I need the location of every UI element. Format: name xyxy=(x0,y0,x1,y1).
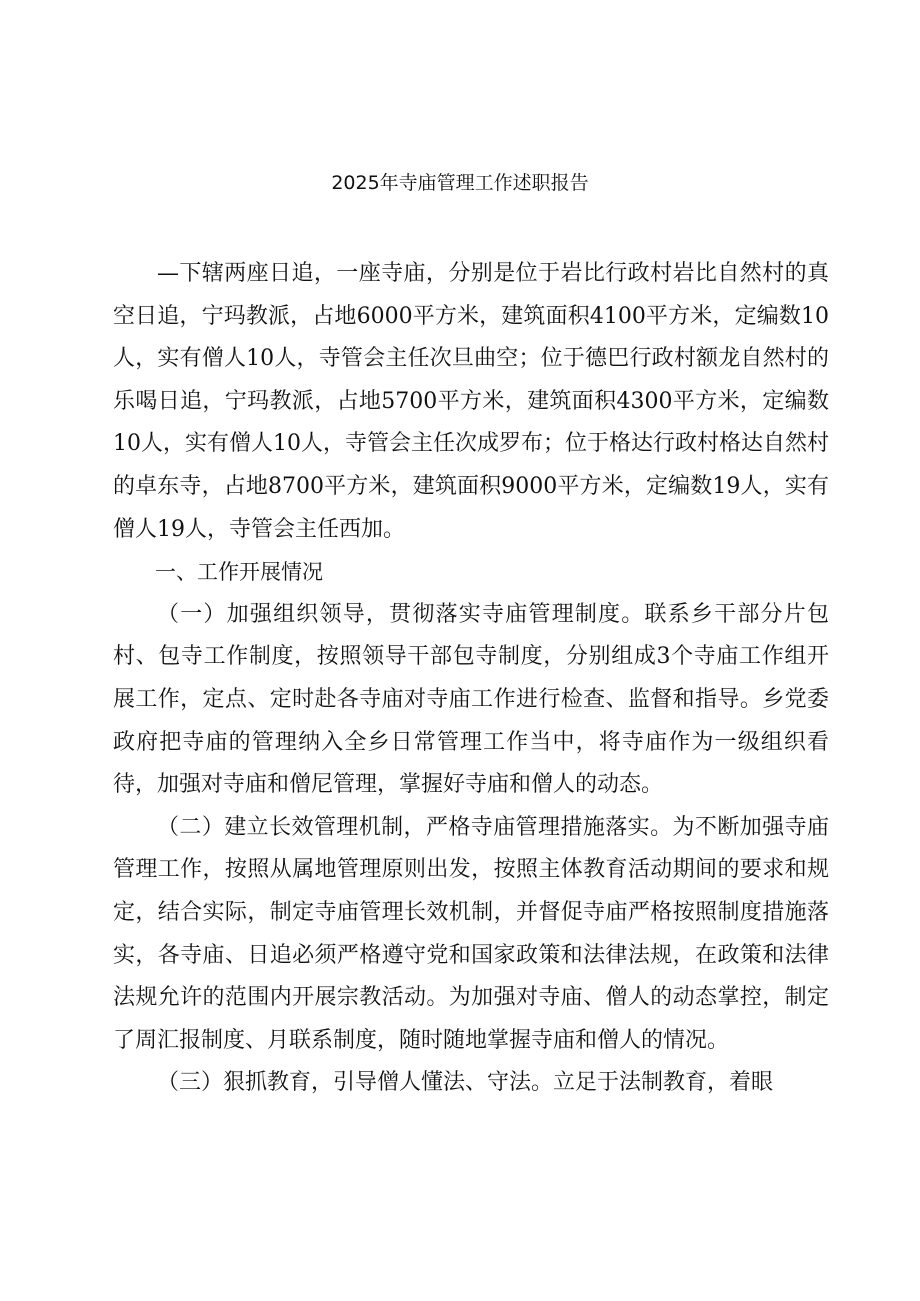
paragraph-organization-leadership: （一）加强组织领导，贯彻落实寺庙管理制度。联系乡干部分片包村、包寺工作制度，按照领导干部包寺制度，分别组成3个寺庙工作组开展工作，定点、定时赴各寺庙对寺庙工作进行检查、监督和指导。乡党委政府把寺庙的管理纳入全乡日常管理工作当中，将寺庙作为一级组织看待，加强对寺庙和僧尼管理，掌握好寺庙和僧人的动态。 xyxy=(113,601,829,798)
document-body xyxy=(113,253,829,1105)
paragraph-long-term-mechanism: （二）建立长效管理机制，严格寺庙管理措施落实。为不断加强寺庙管理工作，按照从属地管理原则出发，按照主体教育活动期间的要求和规定，结合实际，制定寺庙管理长效机制，并督促寺庙严格按照制度措施落实，各寺庙、日追必须严格遵守党和国家政策和法律法规，在政策和法律法规允许的范围内开展宗教活动。为加强对寺庙、僧人的动态掌控，制定了周汇报制度、月联系制度，随时随地掌握寺庙和僧人的情况。 xyxy=(113,814,829,1053)
document-title: 2025年寺庙管理工作述职报告 xyxy=(331,172,589,194)
paragraph-education: （三）狠抓教育，引导僧人懂法、守法。立足于法制教育，着眼 xyxy=(157,1070,774,1096)
intro-paragraph: —下辖两座日追，一座寺庙，分别是位于岩比行政村岩比自然村的真空日追，宁玛教派，占地6000平方米，建筑面积4100平方米，定编数10人，实有僧人10人，寺管会主任次旦曲空；位于德巴行政村额龙自然村的乐喝日追，宁玛教派，占地5700平方米，建筑面积4300平方米，定编数10人，实有僧人10人，寺管会主任次成罗布；位于格达行政村格达自然村的卓东寺，占地8700平方米，建筑面积9000平方米，定编数19人，实有僧人19人，寺管会主任西加。 xyxy=(113,261,829,542)
section-heading-work-progress: 一、工作开展情况 xyxy=(155,560,323,585)
